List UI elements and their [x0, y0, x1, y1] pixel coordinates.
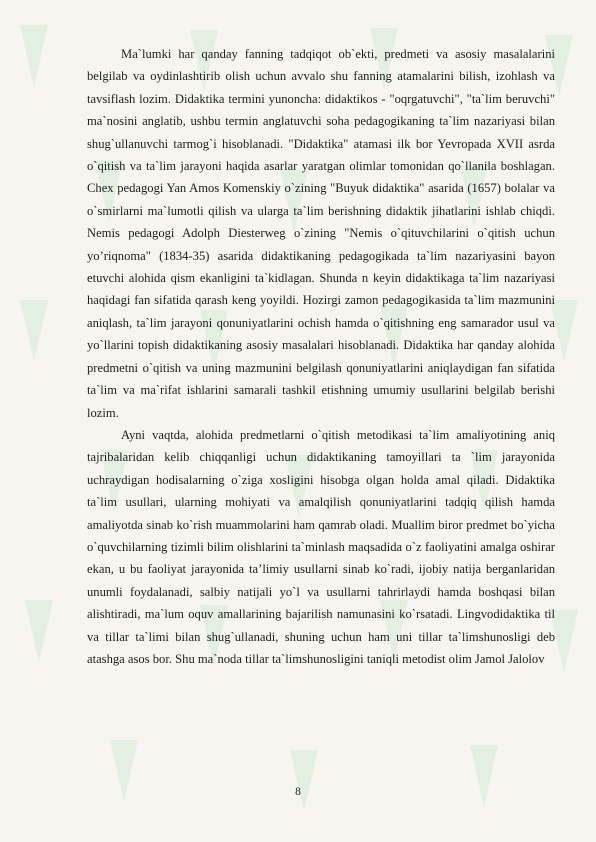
- page-number: 8: [295, 786, 301, 798]
- paragraph: Ayni vaqtda, alohida predmetlarni o`qitish metodikasi ta`lim amaliyotining aniq tajribalaridan kelib chiqqanligi uchun didaktikaning tamoyillari ta `lim jarayonida uchraydigan hodisalarning o`ziga xosligini hisobga olgan holda amal qiladi. Didaktika ta`lim usullari, ularning mohiyati va amalqilish qonuniyatlarini tadqiq qilish hamda amaliyotda sinab ko`rish muammolarini ham qamrab oladi. Muallim biror predmet bo`yicha o`quvchilarning tizimli bilim olishlarini ta`minlash maqsadida o`z faoliyatini amalga oshirar ekan, u bu faoliyat jarayonida ta’limiy usullarni sinab ko`radi, ijobiy natija berganlaridan unumli foydalanadi, salbiy natijali yo`l va usullarni tahrirlaydi hamda boshqasi bilan alishtiradi, ma`lum oquv amallarining bajarilish namunasini ko`rsatadi. Lingvodidaktika til va tillar ta`limi bilan shug`ullanadi, shuning uchun ham uni tillar ta`limshunosligi deb atashga asos bor. Shu ma`noda tillar ta`limshunosligini taniqli metodist olim Jamol Jalolov: [87, 427, 555, 666]
- document-body: [87, 43, 555, 670]
- paragraph: Ma`lumki har qanday fanning tadqiqot ob`ekti, predmeti va asosiy masalalarini belgilab va oydinlashtirib olish uchun avvalo shu fanning atamalarini bilish, izohlash va tavsiflash lozim. Didaktika termini yunoncha: didaktikos - "oqrgatuvchi", "ta`lim beruvchi" ma`nosini anglatib, ushbu termin anglatuvchi soha pedagogikaning ta`lim nazariyasi bilan shug`ullanuvchi tarmog`i hisoblanadi. "Didaktika" atamasi ilk bor Yevropada XVII asrda o`qitish va ta`lim jarayoni haqida asarlar yaratgan olimlar tomonidan qo`llanila boshlagan. Chex pedagogi Yan Amos Komenskiy o`zining "Buyuk didaktika" asarida (1657) bolalar va o`smirlarni ma`lumotli qilish va ularga ta`lim berishning didaktik jihatlarini ishlab chiqdi. Nemis pedagogi Adolph Diesterweg o`zining "Nemis o`qituvchilarini o`qitish uchun yo’riqnoma" (1834-35) asarida didaktikaning pedagogikada ta`lim nazariyasini bayon etuvchi alohida qism ekanligini ta`kidlagan. Shunda n keyin didaktikaga ta`lim nazariyasi haqidagi fan sifatida qarash keng yoyildi. Hozirgi zamon pedagogikasida ta`lim mazmunini aniqlash, ta`lim jarayoni qonuniyatlarini ochish hamda o`qitishning eng samarador usul va yo`llarini topish didaktikaning asosiy masalalari hisoblanadi. Didaktika har qanday alohida predmetni o`qitish va uning mazmunini belgilash qonuniyatlarini aniqlaydigan fan sifatida ta`lim va ma`rifat ishlarini samarali tashkil etishning umumiy usullarini belgilab berishi lozim.: [87, 47, 555, 420]
